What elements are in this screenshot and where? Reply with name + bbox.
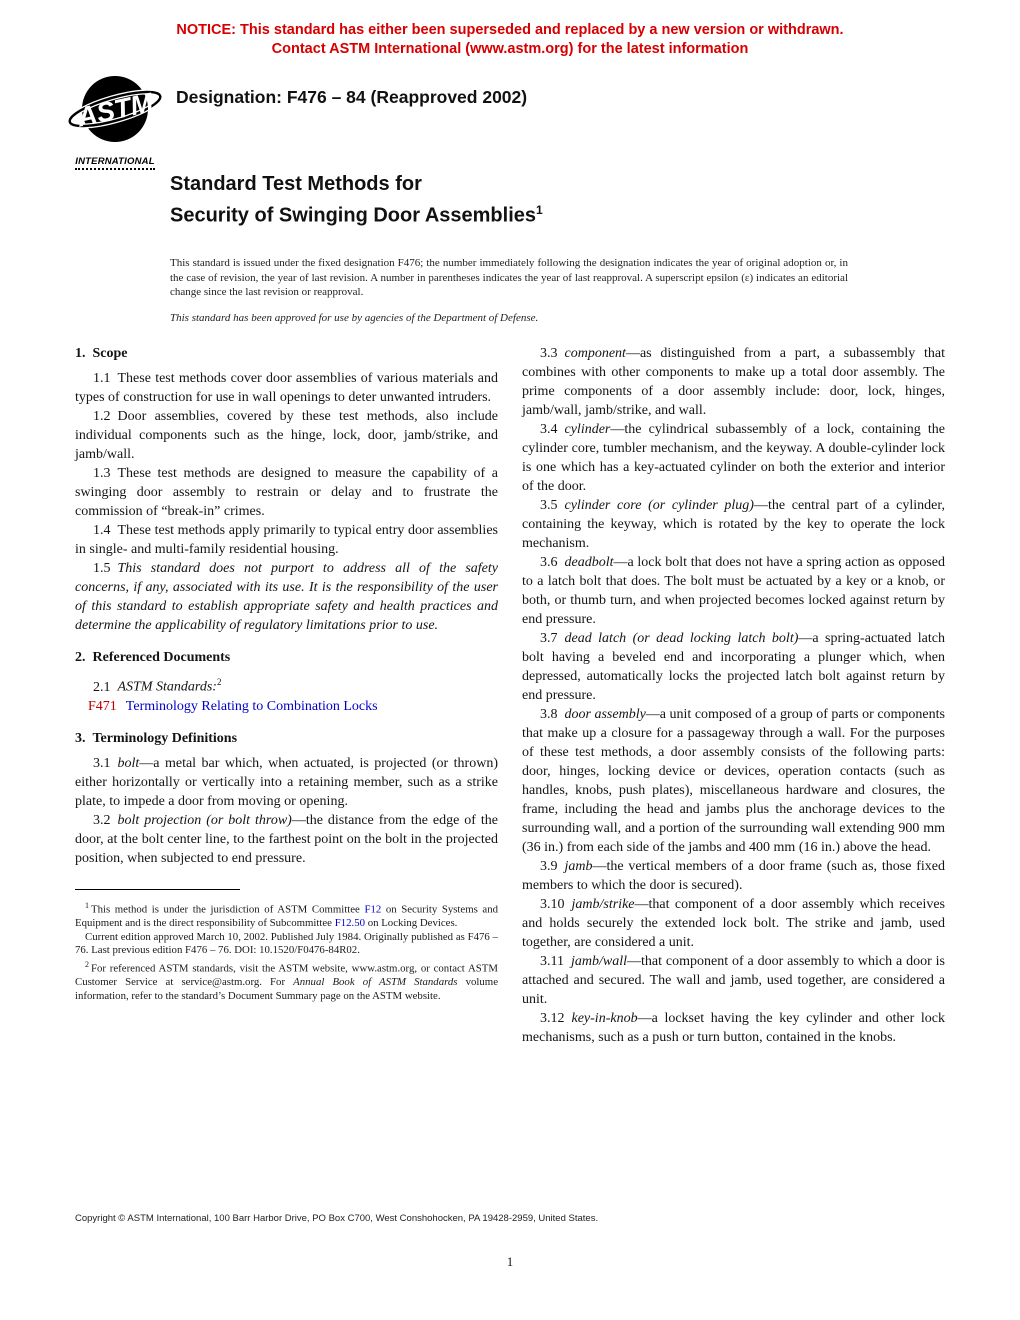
definition-text: —as distinguished from a part, a subassembly that combines with other components to make up a total door assembly. The prime components of a door assembly include: door, lock, hinges, jamb/wall, jamb/strike, and wall. <box>522 346 945 418</box>
defined-term: deadbolt <box>564 555 614 570</box>
definition-text: —that component of a door assembly to which a door is attached and secured. The wall and jamb, used together, are considered a unit. <box>522 954 945 1007</box>
defined-term: jamb/wall <box>570 954 627 969</box>
definition-text: —the cylindrical subassembly of a lock, containing the cylinder core, tumbler mechanism, and the keyway. A double-cylinder lock is one which has a key-actuated cylinder on both the exterior and interior of the door. <box>522 422 945 494</box>
para-3-4: 3.4 cylinder—the cylindrical subassembly of a lock, containing the cylinder core, tumbler mechanism, and the keyway. A double-cylinder lock is one which has a key-actuated cylinder on both the exterior and interior of the door. <box>522 422 945 494</box>
definition-text: —a metal bar which, when actuated, is projected (or thrown) either horizontally or vertically into a retaining member, such as a strike plate, to impede a door from moving or opening. <box>75 755 498 809</box>
notice-line-2: Contact ASTM International (www.astm.org) for the latest information <box>271 40 749 57</box>
para-1-3: 1.3 These test methods are designed to measure the capability of a swinging door assembly to restrain or delay and to frustrate the commission of “break-in” crimes. <box>75 466 498 519</box>
footnote-1-edition: Current edition approved March 10, 2002. Published July 1984. Originally published as F476 – 76. Last previous edition F476 – 76. DOI: 10.1520/F0476-84R02. <box>75 930 498 957</box>
definition-text: —the distance from the edge of the door, at the bolt center line, to the farthest point on the bolt in the projected position, when subjected to end pressure. <box>75 812 499 866</box>
left-column <box>75 344 498 1004</box>
astm-logo-text: ASTM <box>74 87 156 133</box>
standard-title-link[interactable]: Terminology Relating to Combination Locks <box>125 698 378 714</box>
para-3-6: 3.6 deadbolt—a lock bolt that does not have a spring action as opposed to a latch bolt that does. The bolt must be actuated by a key or a knob, or both, or thumb turn, and when projected becomes locked against return by end pressure. <box>522 555 945 627</box>
para-1-1: 1.1 These test methods cover door assemblies of various materials and types of construction for use in wall openings to deter unwanted intruders. <box>75 371 498 405</box>
title-line-2: Security of Swinging Door Assemblies <box>170 204 536 227</box>
title-footnote-ref: 1 <box>536 203 543 217</box>
document-title <box>170 171 543 229</box>
defined-term: cylinder <box>564 422 611 437</box>
title-line-1: Standard Test Methods for <box>170 173 422 195</box>
astm-logo-international-label: INTERNATIONAL <box>75 156 154 170</box>
defined-term: cylinder core (or cylinder plug) <box>564 498 754 513</box>
right-column <box>522 344 945 1047</box>
para-text: These test methods apply primarily to typical entry door assemblies in single- and multi-family residential housing. <box>75 523 498 557</box>
para-text: These test methods cover door assemblies of various materials and types of construction for use in wall openings to deter unwanted intruders. <box>75 371 498 405</box>
footnote-ref-2: 2 <box>216 677 222 687</box>
para-text: This standard does not purport to address all of the safety concerns, if any, associated with its use. It is the responsibility of the user of this standard to establish appropriate safety and health practices and determine the applicability of regulatory limitations prior to use. <box>75 561 498 633</box>
issuance-note: This standard is issued under the fixed designation F476; the number immediately following the designation indicates the year of original adoption or, in the case of revision, the year of last revision. A number in parentheses indicates the year of last reapproval. A superscript epsilon (ε) indicates an editorial change since the last revision or reapproval. <box>170 257 848 299</box>
section-heading-scope: 1. Scope <box>75 346 128 361</box>
definition-text: —a unit composed of a group of parts or components that make up a closure for a passageway through a wall. For the purposes of these test methods, a door assembly consists of the following parts: door, hinges, locking device or devices, operation contacts (such as handles, knobs, push plates), miscellaneous hardware and closures, the frame, including the head and jambs plus the anchorage devices to the surrounding wall, and a portion of the surrounding wall extending 900 mm (36 in.) from each side of the jambs and 400 mm (16 in.) above the head. <box>522 707 945 855</box>
defined-term: bolt projection (or bolt throw) <box>117 812 292 828</box>
dod-approval-note: This standard has been approved for use by agencies of the Department of Defense. <box>170 312 539 324</box>
designation-line: Designation: F476 – 84 (Reapproved 2002) <box>176 87 528 107</box>
para-3-11: 3.11 jamb/wall—that component of a door assembly to which a door is attached and secured. The wall and jamb, used together, are considered a unit. <box>522 954 945 1007</box>
definition-text: —a lock bolt that does not have a spring action as opposed to a latch bolt that does. The bolt must be actuated by a key or a knob, or both, or thumb turn, and when projected becomes locked against return by end pressure. <box>522 555 945 627</box>
para-text: Door assemblies, covered by these test methods, also include individual components such as the hinge, lock, door, jamb/strike, and jamb/wall. <box>75 409 498 462</box>
definition-text: —a spring-actuated latch bolt having a beveled end and incorporating a plunger which, when depressed, automatically locks the projected latch bolt against return by end pressure. <box>522 631 945 703</box>
para-1-5: 1.5 This standard does not purport to address all of the safety concerns, if any, associated with its use. It is the responsibility of the user of this standard to establish appropriate safety and health practices and determine the applicability of regulatory limitations prior to use. <box>75 561 498 633</box>
notice-line-1: NOTICE: This standard has either been superseded and replaced by a new version or withdrawn. <box>176 22 844 38</box>
para-3-10: 3.10 jamb/strike—that component of a door assembly which receives and holds securely the extended lock bolt. The strike and jamb, used together, are considered a unit. <box>522 897 945 950</box>
section-heading-referenced-documents: 2. Referenced Documents <box>75 650 231 665</box>
supersession-notice <box>0 21 1020 58</box>
copyright-line: Copyright © ASTM International, 100 Barr Harbor Drive, PO Box C700, West Conshohocken, PA 19428-2959, United States. <box>75 1213 599 1224</box>
para-2-1: 2.1 ASTM Standards:$^2$ <box>93 677 222 695</box>
defined-term: door assembly <box>564 707 646 722</box>
defined-term: jamb <box>564 859 593 874</box>
para-3-2: 3.2 bolt projection (or bolt throw)—the distance from the edge of the door, at the bolt center line, to the farthest point on the bolt in the projected position, when subjected to end pressure. <box>75 812 499 866</box>
subcommittee-link[interactable]: F12.50 <box>334 916 365 929</box>
para-3-12: 3.12 key-in-knob—a lockset having the key cylinder and other lock mechanisms, such as a push or turn button, contained in the knobs. <box>522 1011 945 1045</box>
astm-logo <box>64 74 166 170</box>
defined-term: dead latch (or dead locking latch bolt) <box>564 631 799 646</box>
para-3-5: 3.5 cylinder core (or cylinder plug)—the central part of a cylinder, containing the keyway, which is rotated by the key to operate the lock mechanism. <box>522 498 945 551</box>
definition-text: —the vertical members of a door frame (such as, those fixed members to which the door is secured). <box>522 859 945 893</box>
referenced-standard-line <box>75 697 498 716</box>
definition-text: —a lockset having the key cylinder and other lock mechanisms, such as a push or turn button, contained in the knobs. <box>522 1011 945 1045</box>
definition-text: —that component of a door assembly which receives and holds securely the extended lock bolt. The strike and jamb, used together, are considered a unit. <box>522 897 945 950</box>
defined-term: bolt <box>117 755 140 771</box>
para-3-9: 3.9 jamb—the vertical members of a door frame (such as, those fixed members to which the door is secured). <box>522 859 945 893</box>
standard-id-link[interactable]: F471 <box>88 698 117 714</box>
para-text: These test methods are designed to measure the capability of a swinging door assembly to restrain or delay and to frustrate the commission of “break-in” crimes. <box>75 466 498 519</box>
para-1-2: 1.2 Door assemblies, covered by these test methods, also include individual components such as the hinge, lock, door, jamb/strike, and jamb/wall. <box>75 409 498 462</box>
para-3-1: 3.1 bolt—a metal bar which, when actuated, is projected (or thrown) either horizontally or vertically into a retaining member, such as a strike plate, to impede a door from moving or opening. <box>75 755 498 809</box>
para-3-8: 3.8 door assembly—a unit composed of a group of parts or components that make up a closure for a passageway through a wall. For the purposes of these test methods, a door assembly consists of the following parts: door, hinges, locking device or devices, operation contacts (such as handles, knobs, push plates), miscellaneous hardware and closures, the frame, including the head and jambs plus the anchorage devices to the surrounding wall, and a portion of the surrounding wall extending 900 mm (36 in.) from each side of the jambs and 400 mm (16 in.) above the head. <box>522 707 945 855</box>
para-1-4: 1.4 These test methods apply primarily to typical entry door assemblies in single- and multi-family residential housing. <box>75 523 498 557</box>
section-heading-terminology: 3. Terminology Definitions <box>75 730 238 746</box>
page-number: 1 <box>506 1255 514 1269</box>
defined-term: key-in-knob <box>571 1011 638 1026</box>
defined-term: component <box>564 346 626 361</box>
footnote-separator <box>75 889 240 890</box>
astm-globe-icon <box>65 74 165 146</box>
footnote-2: $^2$ For referenced ASTM standards, visit the ASTM website, www.astm.org, or contact ASTM Customer Service at service@astm.org. For Annual Book of ASTM Standards volume information, refer to the standard’s Document Summary page on the ASTM website. <box>75 960 498 1003</box>
definition-text: —the central part of a cylinder, containing the keyway, which is rotated by the key to operate the lock mechanism. <box>522 498 945 551</box>
footnote-1: $^1$ This method is under the jurisdiction of ASTM Committee F12 on Security Systems and Equipment and is the direct responsibility of Subcommittee F12.50 on Locking Devices. <box>75 900 498 929</box>
committee-link[interactable]: F12 <box>364 903 382 916</box>
defined-term: jamb/strike <box>571 897 635 912</box>
para-3-3: 3.3 component—as distinguished from a part, a subassembly that combines with other components to make up a total door assembly. The prime components of a door assembly include: door, lock, hinges, jamb/wall, jamb/strike, and wall. <box>522 346 945 418</box>
para-3-7: 3.7 dead latch (or dead locking latch bolt)—a spring-actuated latch bolt having a beveled end and incorporating a plunger which, when depressed, automatically locks the projected latch bolt against return by end pressure. <box>522 631 945 703</box>
